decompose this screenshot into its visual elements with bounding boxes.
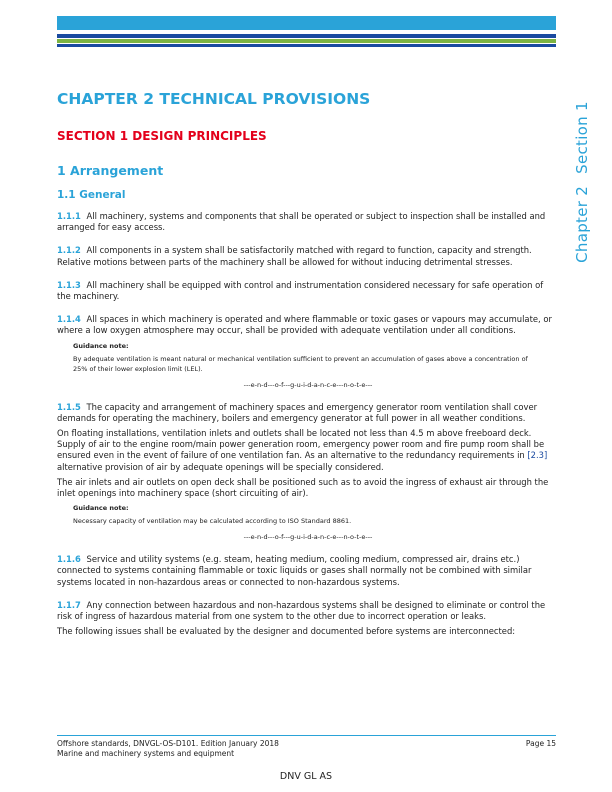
chapter-title: CHAPTER 2 TECHNICAL PROVISIONS [57, 90, 371, 108]
header-stripe-blue-lower [57, 44, 556, 47]
clause-number: 1.1.6 [57, 554, 81, 565]
paragraph-1-1-5 [57, 402, 556, 424]
reference-link[interactable]: [2.3] [527, 450, 548, 461]
heading-general: 1.1 General [57, 189, 126, 201]
guidance-end: ---e-n-d---o-f---g-u-i-d-a-n-c-e---n-o-t-e--- [243, 380, 373, 389]
guidance-body: By adequate ventilation is meant natural or mechanical ventilation sufficient to prevent an accumulation of gases above a concentration of 25% of their lower explosion limit (LEL). [73, 354, 528, 373]
clause-number: 1.1.2 [57, 245, 81, 256]
guidance-note [73, 503, 543, 542]
clause-text: All machinery shall be equipped with control and instrumentation considered necessary for safe operation of the machinery. [57, 279, 544, 302]
clause-text: Service and utility systems (e.g. steam, heating medium, cooling medium, compressed air, drains etc.) connected to systems containing flammable or toxic liquids or gases shall normally not be combined with similar systems located in non-hazardous areas or connected to non-hazardous systems. [57, 554, 532, 587]
section-title: SECTION 1 DESIGN PRINCIPLES [57, 129, 267, 143]
paragraph-1-1-3 [57, 280, 556, 302]
paragraph-1-1-1 [57, 211, 556, 233]
clause-number: 1.1.5 [57, 401, 81, 412]
clause-number: 1.1.1 [57, 211, 81, 221]
paragraph-1-1-5-continuation [57, 428, 556, 473]
clause-number: 1.1.3 [57, 279, 81, 290]
clause-number: 1.1.4 [57, 314, 81, 325]
paragraph-1-1-5-air-inlets: The air inlets and air outlets on open deck shall be positioned such as to avoid the ingress of exhaust air through the inlet openings into machinery space (short circuiting of air). [57, 476, 549, 499]
heading-arrangement: 1 Arrangement [57, 163, 164, 178]
clause-text: All machinery, systems and components that shall be operated or subject to inspection shall be installed and arranged for easy access. [57, 211, 546, 233]
footer-divider [57, 735, 556, 736]
clause-text: alternative provision of air by adequate openings will be specially considered. [57, 461, 384, 472]
header-stripe-green [57, 39, 556, 43]
clause-text: All spaces in which machinery is operated and where flammable or toxic gases or vapours may accumulate, or where a low oxygen atmosphere may occur, shall be provided with adequate ventilation under all conditions. [57, 314, 552, 336]
guidance-end: ---e-n-d---o-f---g-u-i-d-a-n-c-e---n-o-t-e--- [243, 533, 373, 542]
paragraph-1-1-7 [57, 600, 556, 622]
guidance-title: Guidance note: [73, 504, 129, 513]
guidance-title: Guidance note: [73, 341, 129, 350]
clause-number: 1.1.7 [57, 599, 81, 610]
side-tab-section: Section 1 [573, 101, 591, 174]
company-name: DNV GL AS [279, 771, 333, 782]
side-tab-chapter: Chapter 2 [573, 185, 591, 263]
guidance-body: Necessary capacity of ventilation may be calculated according to ISO Standard 8861. [73, 517, 352, 526]
side-tab [573, 101, 591, 263]
paragraph-1-1-4 [57, 314, 556, 336]
guidance-note [73, 341, 543, 390]
clause-text: The capacity and arrangement of machinery spaces and emergency generator room ventilation shall cover demands for operating the machinery, boilers and emergency generator at full power in all weather conditions. [57, 401, 538, 423]
paragraph-1-1-6 [57, 554, 556, 588]
clause-text: Any connection between hazardous and non-hazardous systems shall be designed to eliminate or control the risk of ingress of hazardous material from one system to the other due to incorrect operation or leaks. [57, 599, 546, 622]
footer-subtitle: Marine and machinery systems and equipment [57, 749, 235, 758]
paragraph-1-1-2 [57, 245, 556, 267]
footer-standard: Offshore standards, DNVGL-OS-D101. Edition January 2018 [57, 739, 279, 748]
paragraph-1-1-7-continuation: The following issues shall be evaluated by the designer and documented before systems are interconnected: [57, 626, 516, 637]
clause-text: On floating installations, ventilation inlets and outlets shall be located not less than 4.5 m above freeboard deck. Supply of air to the engine room/main power generation room, emergency power room and fire pump room shall be ensured even in the event of failure of one ventilation fan. As an alternative to the redundancy requirements in [57, 428, 545, 461]
page-content [57, 88, 556, 637]
header-stripe-blue [57, 34, 556, 38]
clause-text: All components in a system shall be satisfactorily matched with regard to function, capacity and strength. Relative motions between parts of the machinery shall be allowed for without inducing detrimental stresses. [57, 245, 532, 267]
header-bar [57, 16, 556, 30]
page-number: Page 15 [525, 739, 556, 748]
